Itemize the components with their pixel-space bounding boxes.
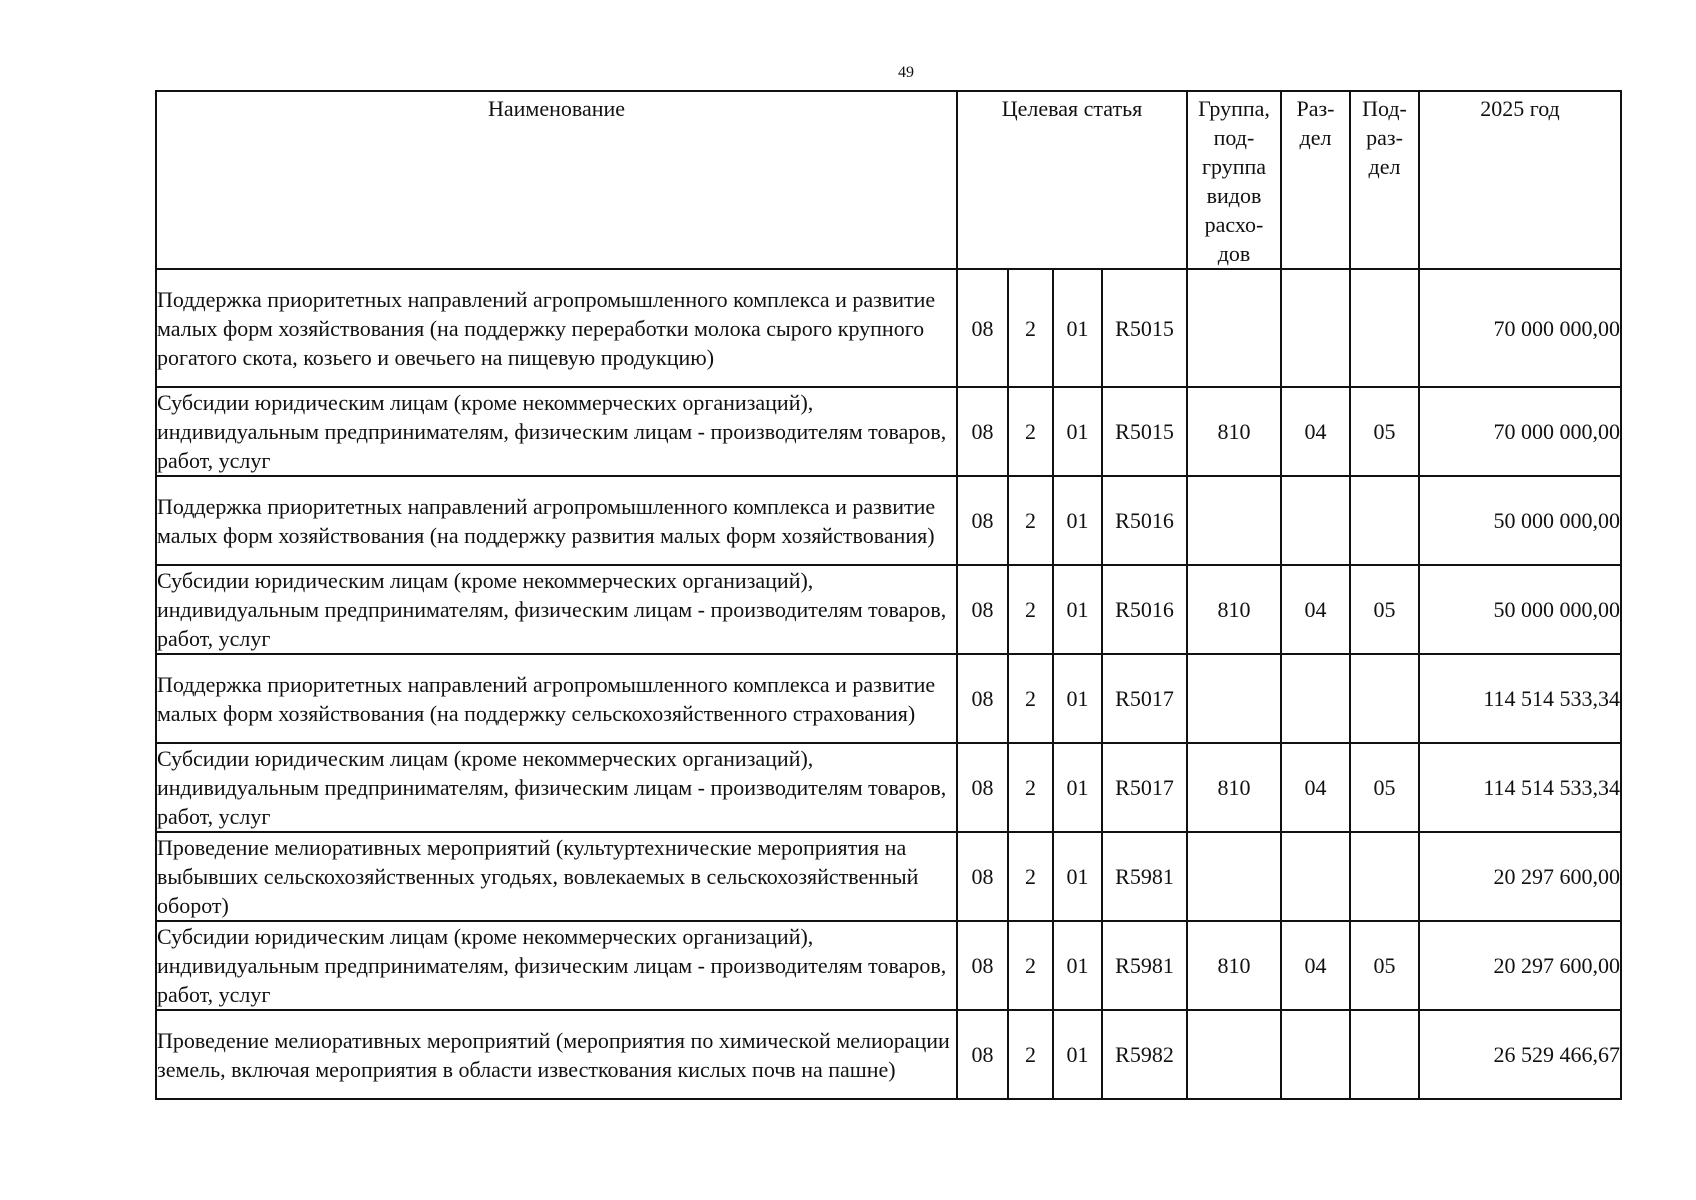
table-row — [156, 565, 1621, 654]
row-expense-group — [1187, 832, 1281, 921]
row-direction-code: R5015 — [1102, 387, 1187, 476]
row-section — [1281, 269, 1350, 387]
row-section — [1281, 1010, 1350, 1099]
row-event-code: 01 — [1053, 832, 1102, 921]
table-row — [156, 476, 1621, 565]
row-section: 04 — [1281, 565, 1350, 654]
row-subsection: 05 — [1350, 565, 1419, 654]
row-subsection: 05 — [1350, 921, 1419, 1010]
row-event-code: 01 — [1053, 387, 1102, 476]
row-event-code: 01 — [1053, 1010, 1102, 1099]
row-subprogram-code: 2 — [1008, 654, 1053, 743]
row-amount: 20 297 600,00 — [1419, 832, 1621, 921]
row-subprogram-code: 2 — [1008, 565, 1053, 654]
row-name: Проведение мелиоративных мероприятий (культуртехнические мероприятия на выбывших сельскохозяйственных угодьях, вовлекаемых в сельскохозяйственный оборот) — [156, 832, 957, 921]
row-program-code: 08 — [957, 387, 1008, 476]
row-direction-code: R5016 — [1102, 565, 1187, 654]
row-name: Субсидии юридическим лицам (кроме некоммерческих организаций), индивидуальным предпринимателям, физическим лицам - производителям товаров, работ, услуг — [156, 565, 957, 654]
row-direction-code: R5015 — [1102, 269, 1187, 387]
row-expense-group: 810 — [1187, 387, 1281, 476]
row-subprogram-code: 2 — [1008, 269, 1053, 387]
row-subprogram-code: 2 — [1008, 387, 1053, 476]
row-amount: 114 514 533,34 — [1419, 654, 1621, 743]
row-direction-code: R5981 — [1102, 921, 1187, 1010]
row-expense-group: 810 — [1187, 743, 1281, 832]
row-program-code: 08 — [957, 743, 1008, 832]
table-row — [156, 269, 1621, 387]
row-expense-group: 810 — [1187, 565, 1281, 654]
row-subprogram-code: 2 — [1008, 476, 1053, 565]
row-event-code: 01 — [1053, 476, 1102, 565]
row-expense-group — [1187, 654, 1281, 743]
row-amount: 50 000 000,00 — [1419, 565, 1621, 654]
row-expense-group — [1187, 1010, 1281, 1099]
table-row — [156, 921, 1621, 1010]
header-expense-group: Группа, под- группа видов расхо- дов — [1187, 91, 1281, 269]
row-name: Поддержка приоритетных направлений агропромышленного комплекса и развитие малых форм хозяйствования (на поддержку переработки молока сырого крупного рогатого скота, козьего и овечьего на пищевую продукцию) — [156, 269, 957, 387]
row-section: 04 — [1281, 921, 1350, 1010]
row-subsection — [1350, 1010, 1419, 1099]
table-row — [156, 654, 1621, 743]
header-section: Раз- дел — [1281, 91, 1350, 269]
row-name: Поддержка приоритетных направлений агропромышленного комплекса и развитие малых форм хозяйствования (на поддержку сельскохозяйственного страхования) — [156, 654, 957, 743]
table-row — [156, 1010, 1621, 1099]
page-number: 49 — [898, 64, 914, 81]
table-row — [156, 832, 1621, 921]
row-subprogram-code: 2 — [1008, 832, 1053, 921]
row-expense-group — [1187, 476, 1281, 565]
row-program-code: 08 — [957, 269, 1008, 387]
row-subsection: 05 — [1350, 743, 1419, 832]
row-amount: 20 297 600,00 — [1419, 921, 1621, 1010]
row-program-code: 08 — [957, 476, 1008, 565]
row-event-code: 01 — [1053, 654, 1102, 743]
table-row — [156, 743, 1621, 832]
row-program-code: 08 — [957, 565, 1008, 654]
row-amount: 70 000 000,00 — [1419, 269, 1621, 387]
row-event-code: 01 — [1053, 565, 1102, 654]
budget-table — [155, 90, 1622, 1100]
row-direction-code: R5982 — [1102, 1010, 1187, 1099]
row-program-code: 08 — [957, 921, 1008, 1010]
table-row — [156, 387, 1621, 476]
row-expense-group: 810 — [1187, 921, 1281, 1010]
row-direction-code: R5016 — [1102, 476, 1187, 565]
row-name: Проведение мелиоративных мероприятий (мероприятия по химической мелиорации земель, включая мероприятия в области известкования кислых почв на пашне) — [156, 1010, 957, 1099]
row-expense-group — [1187, 269, 1281, 387]
row-section — [1281, 654, 1350, 743]
row-direction-code: R5981 — [1102, 832, 1187, 921]
row-subprogram-code: 2 — [1008, 743, 1053, 832]
table-header-row — [156, 91, 1621, 269]
row-event-code: 01 — [1053, 743, 1102, 832]
row-direction-code: R5017 — [1102, 743, 1187, 832]
row-name: Субсидии юридическим лицам (кроме некоммерческих организаций), индивидуальным предпринимателям, физическим лицам - производителям товаров, работ, услуг — [156, 743, 957, 832]
row-amount: 26 529 466,67 — [1419, 1010, 1621, 1099]
row-amount: 50 000 000,00 — [1419, 476, 1621, 565]
row-subsection — [1350, 476, 1419, 565]
row-name: Поддержка приоритетных направлений агропромышленного комплекса и развитие малых форм хозяйствования (на поддержку развития малых форм хозяйствования) — [156, 476, 957, 565]
row-subprogram-code: 2 — [1008, 921, 1053, 1010]
row-subsection — [1350, 269, 1419, 387]
row-section — [1281, 476, 1350, 565]
row-amount: 114 514 533,34 — [1419, 743, 1621, 832]
row-section — [1281, 832, 1350, 921]
header-subsection: Под- раз- дел — [1350, 91, 1419, 269]
row-direction-code: R5017 — [1102, 654, 1187, 743]
row-event-code: 01 — [1053, 269, 1102, 387]
header-target-article: Целевая статья — [957, 91, 1187, 269]
row-amount: 70 000 000,00 — [1419, 387, 1621, 476]
row-subsection: 05 — [1350, 387, 1419, 476]
row-section: 04 — [1281, 743, 1350, 832]
row-section: 04 — [1281, 387, 1350, 476]
row-program-code: 08 — [957, 1010, 1008, 1099]
header-name: Наименование — [156, 91, 957, 269]
row-name: Субсидии юридическим лицам (кроме некоммерческих организаций), индивидуальным предпринимателям, физическим лицам - производителям товаров, работ, услуг — [156, 921, 957, 1010]
row-program-code: 08 — [957, 654, 1008, 743]
row-event-code: 01 — [1053, 921, 1102, 1010]
row-subsection — [1350, 654, 1419, 743]
row-name: Субсидии юридическим лицам (кроме некоммерческих организаций), индивидуальным предпринимателям, физическим лицам - производителям товаров, работ, услуг — [156, 387, 957, 476]
header-amount: 2025 год — [1419, 91, 1621, 269]
row-subprogram-code: 2 — [1008, 1010, 1053, 1099]
row-program-code: 08 — [957, 832, 1008, 921]
row-subsection — [1350, 832, 1419, 921]
